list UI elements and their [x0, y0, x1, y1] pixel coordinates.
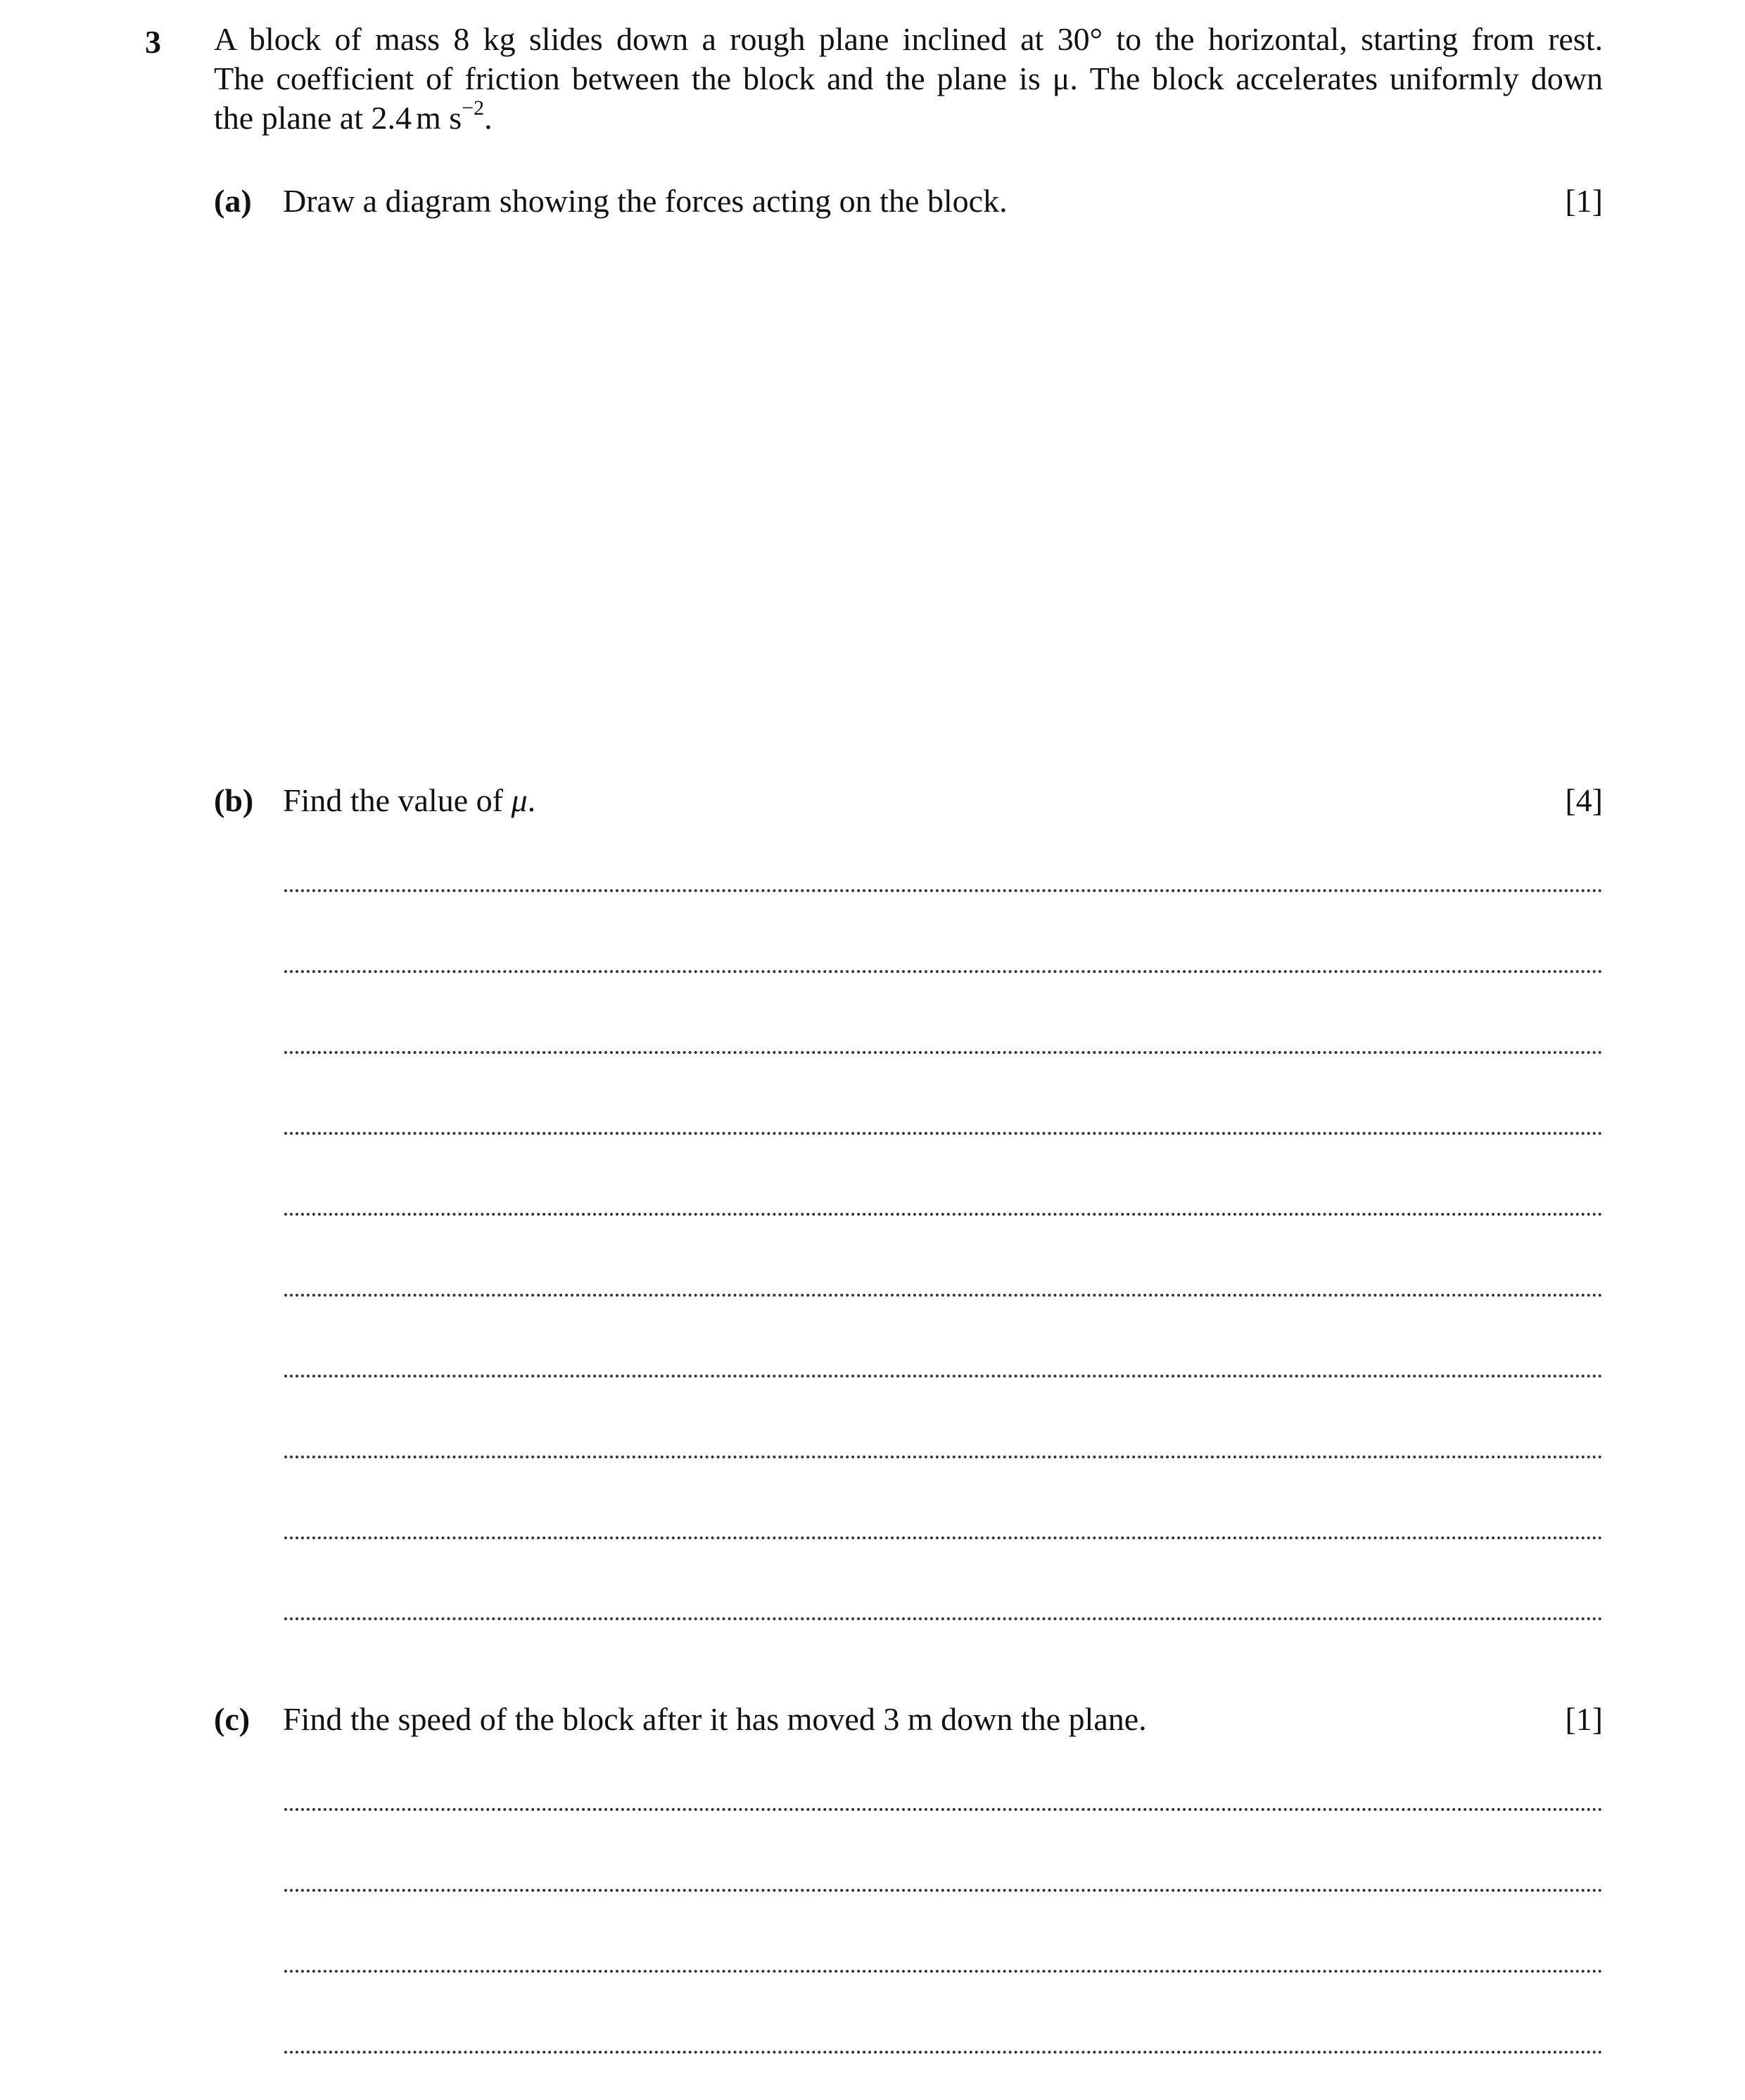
part-a-text: Draw a diagram showing the forces acting on the block. [283, 183, 1008, 219]
stem-line-3-suffix: . [484, 100, 493, 136]
question-stem [214, 20, 1603, 142]
part-a-label: (a) [214, 183, 252, 219]
answer-line[interactable] [284, 1213, 1603, 1216]
part-b-text [283, 781, 535, 820]
answer-line[interactable] [284, 1294, 1603, 1297]
part-a-marks: [1] [1565, 183, 1603, 219]
answer-line[interactable] [284, 1536, 1603, 1539]
answer-line[interactable] [284, 1132, 1603, 1135]
part-c-marks: [1] [1565, 1701, 1603, 1737]
stem-line-2: The coefficient of friction between the block and the plane is μ. The block accelerates uniformly down [214, 61, 1603, 96]
question-number: 3 [145, 24, 161, 60]
answer-line[interactable] [284, 1970, 1603, 1973]
answer-line[interactable] [284, 970, 1603, 973]
answer-line[interactable] [284, 1456, 1603, 1458]
part-b-marks: [4] [1565, 782, 1603, 818]
part-b-text-suffix: . [527, 782, 536, 818]
stem-line-3-prefix: the plane at 2.4 [214, 100, 412, 136]
part-b-text-prefix: Find the value of [283, 782, 512, 818]
stem-line-1: A block of mass 8 kg slides down a rough plane inclined at 30° to the horizontal, starting from rest. [214, 21, 1603, 57]
stem-line-3 [214, 98, 1603, 142]
unit-exponent: −2 [462, 96, 485, 120]
answer-line[interactable] [284, 1889, 1603, 1892]
answer-line[interactable] [284, 1808, 1603, 1811]
part-c-text: Find the speed of the block after it has moved 3 m down the plane. [283, 1701, 1147, 1737]
answer-line[interactable] [284, 889, 1603, 892]
part-c-label: (c) [214, 1701, 250, 1737]
answer-line[interactable] [284, 1617, 1603, 1620]
answer-line[interactable] [284, 1051, 1603, 1054]
mu-symbol: μ [511, 782, 528, 818]
part-b-label: (b) [214, 782, 254, 818]
diagram-space[interactable] [214, 232, 1603, 767]
acceleration-unit: m s [416, 100, 462, 136]
answer-line[interactable] [284, 2051, 1603, 2054]
answer-line[interactable] [284, 1375, 1603, 1377]
